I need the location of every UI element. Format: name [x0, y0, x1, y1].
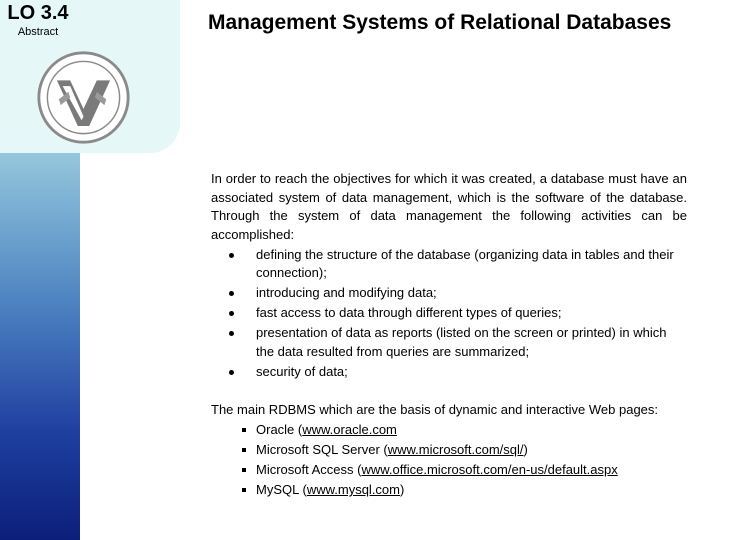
page-title: Management Systems of Relational Databases	[208, 11, 672, 34]
list-item: Oracle (www.oracle.com	[211, 421, 687, 440]
bullet-square-icon	[242, 428, 246, 432]
lo-header-box	[0, 0, 180, 43]
list-item: Microsoft Access (www.office.microsoft.com/en-us/default.aspx	[211, 461, 687, 480]
lo-label: Abstract	[17, 26, 59, 38]
list-item: introducing and modifying data;	[211, 284, 687, 303]
bullet-square-icon	[242, 468, 246, 472]
bullet-dot-icon	[229, 291, 234, 296]
bullet-square-icon	[242, 488, 246, 492]
bullet-dot-icon	[229, 311, 234, 316]
microsoft-sql-link[interactable]: www.microsoft.com/sql/	[387, 442, 524, 457]
bullet-dot-icon	[229, 370, 234, 375]
university-logo-icon	[36, 50, 131, 145]
mysql-link[interactable]: www.mysql.com	[306, 482, 400, 497]
microsoft-access-link[interactable]: www.office.microsoft.com/en-us/default.aspx	[361, 462, 618, 477]
bullet-dot-icon	[229, 253, 234, 258]
activities-list	[211, 246, 687, 382]
list-item: defining the structure of the database (organizing data in tables and their connection);	[211, 246, 687, 283]
list-item: presentation of data as reports (listed on the screen or printed) in which the data resulted from queries are summarized;	[211, 324, 687, 361]
lo-number: LO 3.4	[7, 2, 69, 24]
list-item: MySQL (www.mysql.com)	[211, 481, 687, 500]
bullet-square-icon	[242, 448, 246, 452]
oracle-link[interactable]: www.oracle.com	[302, 422, 397, 437]
list-item: fast access to data through different types of queries;	[211, 304, 687, 323]
list-item: security of data;	[211, 363, 687, 382]
rdbms-list	[211, 421, 687, 500]
main-content	[211, 170, 687, 500]
rdbms-paragraph: The main RDBMS which are the basis of dynamic and interactive Web pages:	[211, 402, 659, 417]
list-item: Microsoft SQL Server (www.microsoft.com/sql/)	[211, 441, 687, 460]
intro-paragraph: In order to reach the objectives for which it was created, a database must have an associated system of data management, which is the software of the database. Through the system of data management the following activities can be accomplished:	[211, 171, 687, 242]
bullet-dot-icon	[229, 331, 234, 336]
